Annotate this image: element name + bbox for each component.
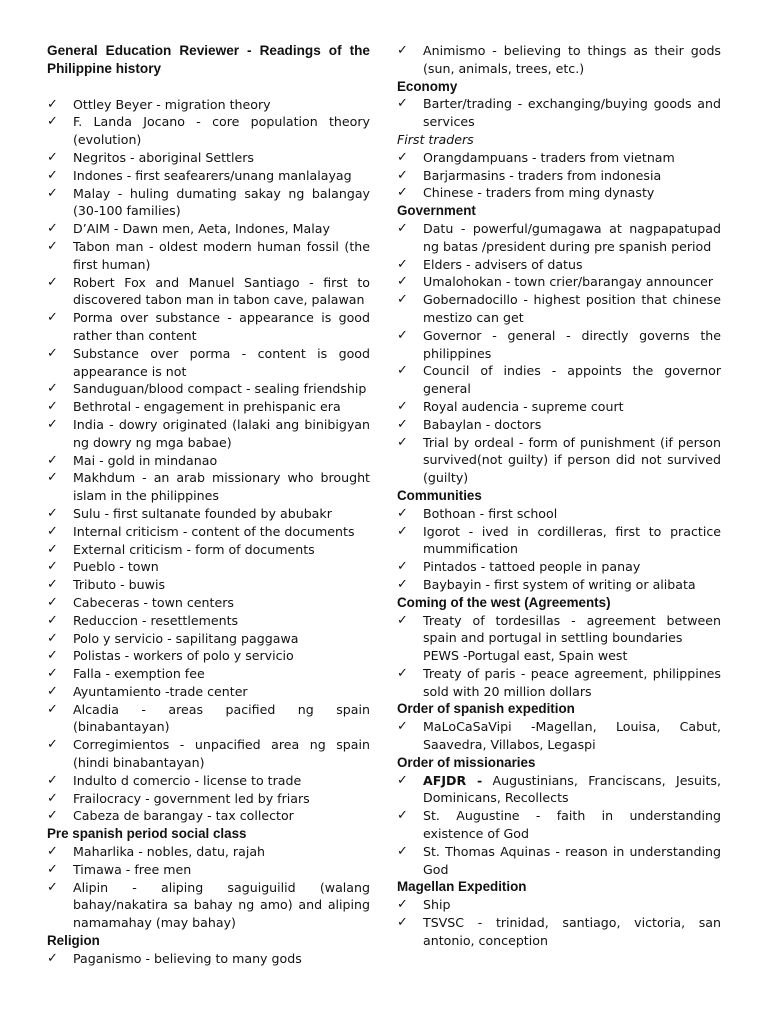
right-list [397,42,721,950]
list-item [47,647,370,665]
checkmark-icon: ✓ [47,221,58,237]
list-item-text: Council of indies - appoints the governor general [423,363,721,397]
checkmark-icon: ✓ [47,666,58,682]
list-item-text: Barjarmasins - traders from indonesia [423,167,662,183]
list-item [397,398,721,416]
section-heading: Economy [397,78,458,94]
list-item [47,274,370,310]
checkmark-icon: ✓ [47,630,58,646]
list-item-text: Ottley Beyer - migration theory [73,96,271,112]
checkmark-icon: ✓ [47,114,58,130]
list-item-lead: AFJDR - [423,772,483,788]
list-item-text: Cabeza de barangay - tax collector [73,808,294,824]
list-item-text: Pueblo - town [73,559,159,575]
list-item [47,416,370,452]
list-item [397,256,721,274]
checkmark-icon: ✓ [47,879,58,895]
list-item [397,505,721,523]
list-item [397,327,721,363]
list-item [397,914,721,950]
list-item-text: Orangdampuans - traders from vietnam [423,149,675,165]
checkmark-icon: ✓ [397,505,408,521]
checkmark-icon: ✓ [47,772,58,788]
checkmark-icon: ✓ [397,398,408,414]
list-item-text: Gobernadocillo - highest position that chinese mestizo can get [423,292,721,325]
list-item-text: Timawa - free men [73,861,192,877]
checkmark-icon: ✓ [47,790,58,806]
checkmark-icon: ✓ [47,541,58,557]
list-item-text: Cabeceras - town centers [73,594,234,610]
checkmark-icon: ✓ [47,648,58,664]
checkmark-icon: ✓ [397,665,408,681]
checkmark-icon: ✓ [397,274,408,290]
list-item [397,291,721,327]
list-item [47,736,370,772]
list-item [47,683,370,701]
list-item-text: Tabon man - oldest modern human fossil (the first human) [73,238,370,272]
list-item [47,843,370,861]
list-item [397,273,721,291]
section-heading: Pre spanish period social class [47,826,247,842]
list-item [397,95,721,131]
list-item-text: Baybayin - first system of writing or alibata [423,576,696,592]
list-item-text: St. Thomas Aquinas - reason in understanding God [423,843,721,877]
list-item [397,184,721,202]
list-item [47,345,370,381]
list-item [397,665,721,701]
section-heading: Order of spanish expedition [397,701,575,717]
list-item [47,220,370,238]
section-heading: Religion [47,933,100,949]
checkmark-icon: ✓ [47,612,58,628]
list-item-text: Polistas - workers of polo y servicio [73,648,294,664]
checkmark-icon: ✓ [397,772,408,788]
list-item-text: Maharlika - nobles, datu, rajah [73,844,266,860]
list-item-text [423,772,721,808]
list-item-text: Ayuntamiento -trade center [73,683,248,699]
list-item [397,434,721,487]
checkmark-icon: ✓ [397,843,408,859]
list-item-text: Frailocracy - government led by friars [73,790,310,806]
list-item-text: Igorot - ived in cordilleras, first to practice mummification [423,523,721,557]
checkmark-icon: ✓ [47,452,58,468]
list-item [397,42,721,78]
checkmark-icon: ✓ [47,683,58,699]
checkmark-icon: ✓ [47,167,58,183]
checkmark-icon: ✓ [47,185,58,201]
list-item [397,612,721,648]
list-item [47,772,370,790]
list-item-text: MaLoCaSaVipi -Magellan, Louisa, Cabut, Saavedra, Villabos, Legaspi [423,719,721,753]
list-item-text: Alipin - aliping saguiguilid (walang bahay/nakatira sa bahay ng amo) and aliping namamahay (may bahay) [73,879,370,931]
list-item-text: Animismo - believing to things as their gods (sun, animals, trees, etc.) [423,43,721,76]
checkmark-icon: ✓ [47,381,58,397]
list-item [47,558,370,576]
list-item-text: F. Landa Jocano - core population theory (evolution) [73,114,370,148]
list-item [47,790,370,808]
list-item [397,149,721,167]
checkmark-icon: ✓ [397,612,408,628]
list-item [47,469,370,505]
checkmark-icon: ✓ [47,96,58,112]
checkmark-icon: ✓ [397,327,408,343]
list-item-text: Royal audencia - supreme court [423,398,624,414]
list-item [47,149,370,167]
checkmark-icon: ✓ [47,861,58,877]
list-item [397,843,721,879]
section-heading: Coming of the west (Agreements) [397,594,611,610]
list-item-text: Paganismo - believing to many gods [73,950,302,966]
list-item [397,416,721,434]
list-item-text: Internal criticism - content of the documents [73,523,355,539]
list-item-text: St. Augustine - faith in understanding existence of God [423,808,721,842]
checkmark-icon: ✓ [47,345,58,361]
list-item [47,807,370,825]
list-item-text: Indulto d comercio - license to trade [73,772,302,788]
checkmark-icon: ✓ [397,915,408,931]
checkmark-icon: ✓ [397,523,408,539]
list-item [397,718,721,754]
list-item-text: Malay - huling dumating sakay ng balangay (30-100 families) [73,185,370,219]
list-item-text: Babaylan - doctors [423,416,542,432]
checkmark-icon: ✓ [47,149,58,165]
checkmark-icon: ✓ [397,559,408,575]
checkmark-icon: ✓ [47,737,58,753]
checkmark-icon: ✓ [47,594,58,610]
list-item [47,113,370,149]
list-item-text: Bethrotal - engagement in prehispanic era [73,399,341,415]
checkmark-icon: ✓ [397,719,408,735]
checkmark-icon: ✓ [47,470,58,486]
checkmark-icon: ✓ [47,844,58,860]
list-item-text: Elders - advisers of datus [423,256,583,272]
checkmark-icon: ✓ [397,149,408,165]
section-heading: Order of missionaries [397,754,536,770]
list-item-text: External criticism - form of documents [73,541,315,557]
checkmark-icon: ✓ [397,416,408,432]
list-item [47,576,370,594]
checkmark-icon: ✓ [47,577,58,593]
section-heading: Magellan Expedition [397,879,527,895]
list-item-text: Pintados - tattoed people in panay [423,559,641,575]
checkmark-icon: ✓ [47,559,58,575]
list-item [47,701,370,737]
checkmark-icon: ✓ [397,363,408,379]
note-text: PEWS -Portugal east, Spain west [423,648,628,664]
list-item [47,523,370,541]
checkmark-icon: ✓ [397,256,408,272]
list-item [47,630,370,648]
list-item-text: Governor - general - directly governs the philippines [423,327,721,361]
list-item [47,950,370,968]
list-item-text: Porma over substance - appearance is good rather than content [73,310,370,343]
list-item-text: TSVSC - trinidad, santiago, victoria, san antonio, conception [423,915,721,948]
checkmark-icon: ✓ [397,43,408,58]
checkmark-icon: ✓ [397,434,408,450]
list-item [397,772,721,808]
left-column [47,42,370,968]
list-item-text: Reduccion - resettlements [73,612,239,628]
list-item [47,612,370,630]
checkmark-icon: ✓ [47,399,58,415]
list-item [397,558,721,576]
list-item-text: India - dowry originated (lalaki ang binibigyan ng dowry ng mga babae) [73,416,370,450]
list-item-text: Bothoan - first school [423,505,558,521]
checkmark-icon: ✓ [47,238,58,254]
section-heading: Government [397,203,476,219]
left-list [47,96,370,968]
list-item-text: Datu - powerful/gumagawa at nagpapatupad ng batas /president during pre spanish period [423,220,721,254]
page-title: General Education Reviewer - Readings of the Philippine history [47,43,370,76]
list-item [47,452,370,470]
checkmark-icon: ✓ [397,167,408,183]
list-item-text: Barter/trading - exchanging/buying goods and services [423,96,721,130]
list-item-text: Indones - first seafearers/unang manlalayag [73,167,352,183]
checkmark-icon: ✓ [397,220,408,236]
list-item [47,398,370,416]
checkmark-icon: ✓ [47,808,58,824]
checkmark-icon: ✓ [47,523,58,539]
checkmark-icon: ✓ [47,274,58,290]
list-item-text: Polo y servicio - sapilitang paggawa [73,630,299,646]
right-column [397,42,721,950]
list-item-text: Umalohokan - town crier/barangay announcer [423,274,714,290]
list-item-text: Chinese - traders from ming dynasty [423,185,655,201]
list-item-text: Sanduguan/blood compact - sealing friendship [73,381,367,397]
list-item [47,541,370,559]
list-item [397,896,721,914]
list-item [47,594,370,612]
checkmark-icon: ✓ [397,96,408,112]
checkmark-icon: ✓ [47,701,58,717]
list-item-text: Falla - exemption fee [73,666,205,682]
list-item [47,665,370,683]
list-item-text: Treaty of paris - peace agreement, philippines sold with 20 million dollars [423,665,721,699]
checkmark-icon: ✓ [397,808,408,824]
list-item-text: Trial by ordeal - form of punishment (if person survived(not guilty) if person did not survived (guilty) [423,434,721,486]
list-item [47,309,370,345]
checkmark-icon: ✓ [47,950,58,966]
list-item [47,96,370,114]
list-item-text: Alcadia - areas pacified ng spain (binabantayan) [73,701,370,735]
list-item [47,167,370,185]
list-item [397,523,721,559]
list-item-text: Sulu - first sultanate founded by abubakr [73,505,332,521]
list-item [47,861,370,879]
list-item-rest: Augustinians, Franciscans, Jesuits, Dominicans, Recollects [423,772,721,806]
list-item-text: Robert Fox and Manuel Santiago - first to discovered tabon man in tabon cave, palawan [73,274,370,308]
checkmark-icon: ✓ [397,185,408,201]
list-item [397,220,721,256]
list-item-text: D’AIM - Dawn men, Aeta, Indones, Malay [73,221,330,237]
checkmark-icon: ✓ [397,292,408,308]
list-item-text: Treaty of tordesillas - agreement between spain and portugal in settling boundaries [423,612,721,646]
subsection-label: First traders [397,131,474,147]
list-item-text: Ship [423,897,451,913]
list-item [397,576,721,594]
list-item [47,380,370,398]
checkmark-icon: ✓ [47,310,58,326]
list-item [47,505,370,523]
list-item-text: Makhdum - an arab missionary who brought islam in the philippines [73,470,370,504]
list-item-text: Negritos - aboriginal Settlers [73,149,254,165]
list-item [47,879,370,932]
list-item [397,167,721,185]
list-item-text: Tributo - buwis [73,577,166,593]
list-item [397,362,721,398]
checkmark-icon: ✓ [47,416,58,432]
list-item [397,807,721,843]
list-item [47,185,370,221]
checkmark-icon: ✓ [47,505,58,521]
list-item-text: Corregimientos - unpacified area ng spain (hindi binabantayan) [73,737,370,771]
list-item-text: Mai - gold in mindanao [73,452,218,468]
list-item-text: Substance over porma - content is good appearance is not [73,345,370,379]
section-heading: Communities [397,487,482,503]
checkmark-icon: ✓ [397,576,408,592]
checkmark-icon: ✓ [397,897,408,913]
list-item [47,238,370,274]
